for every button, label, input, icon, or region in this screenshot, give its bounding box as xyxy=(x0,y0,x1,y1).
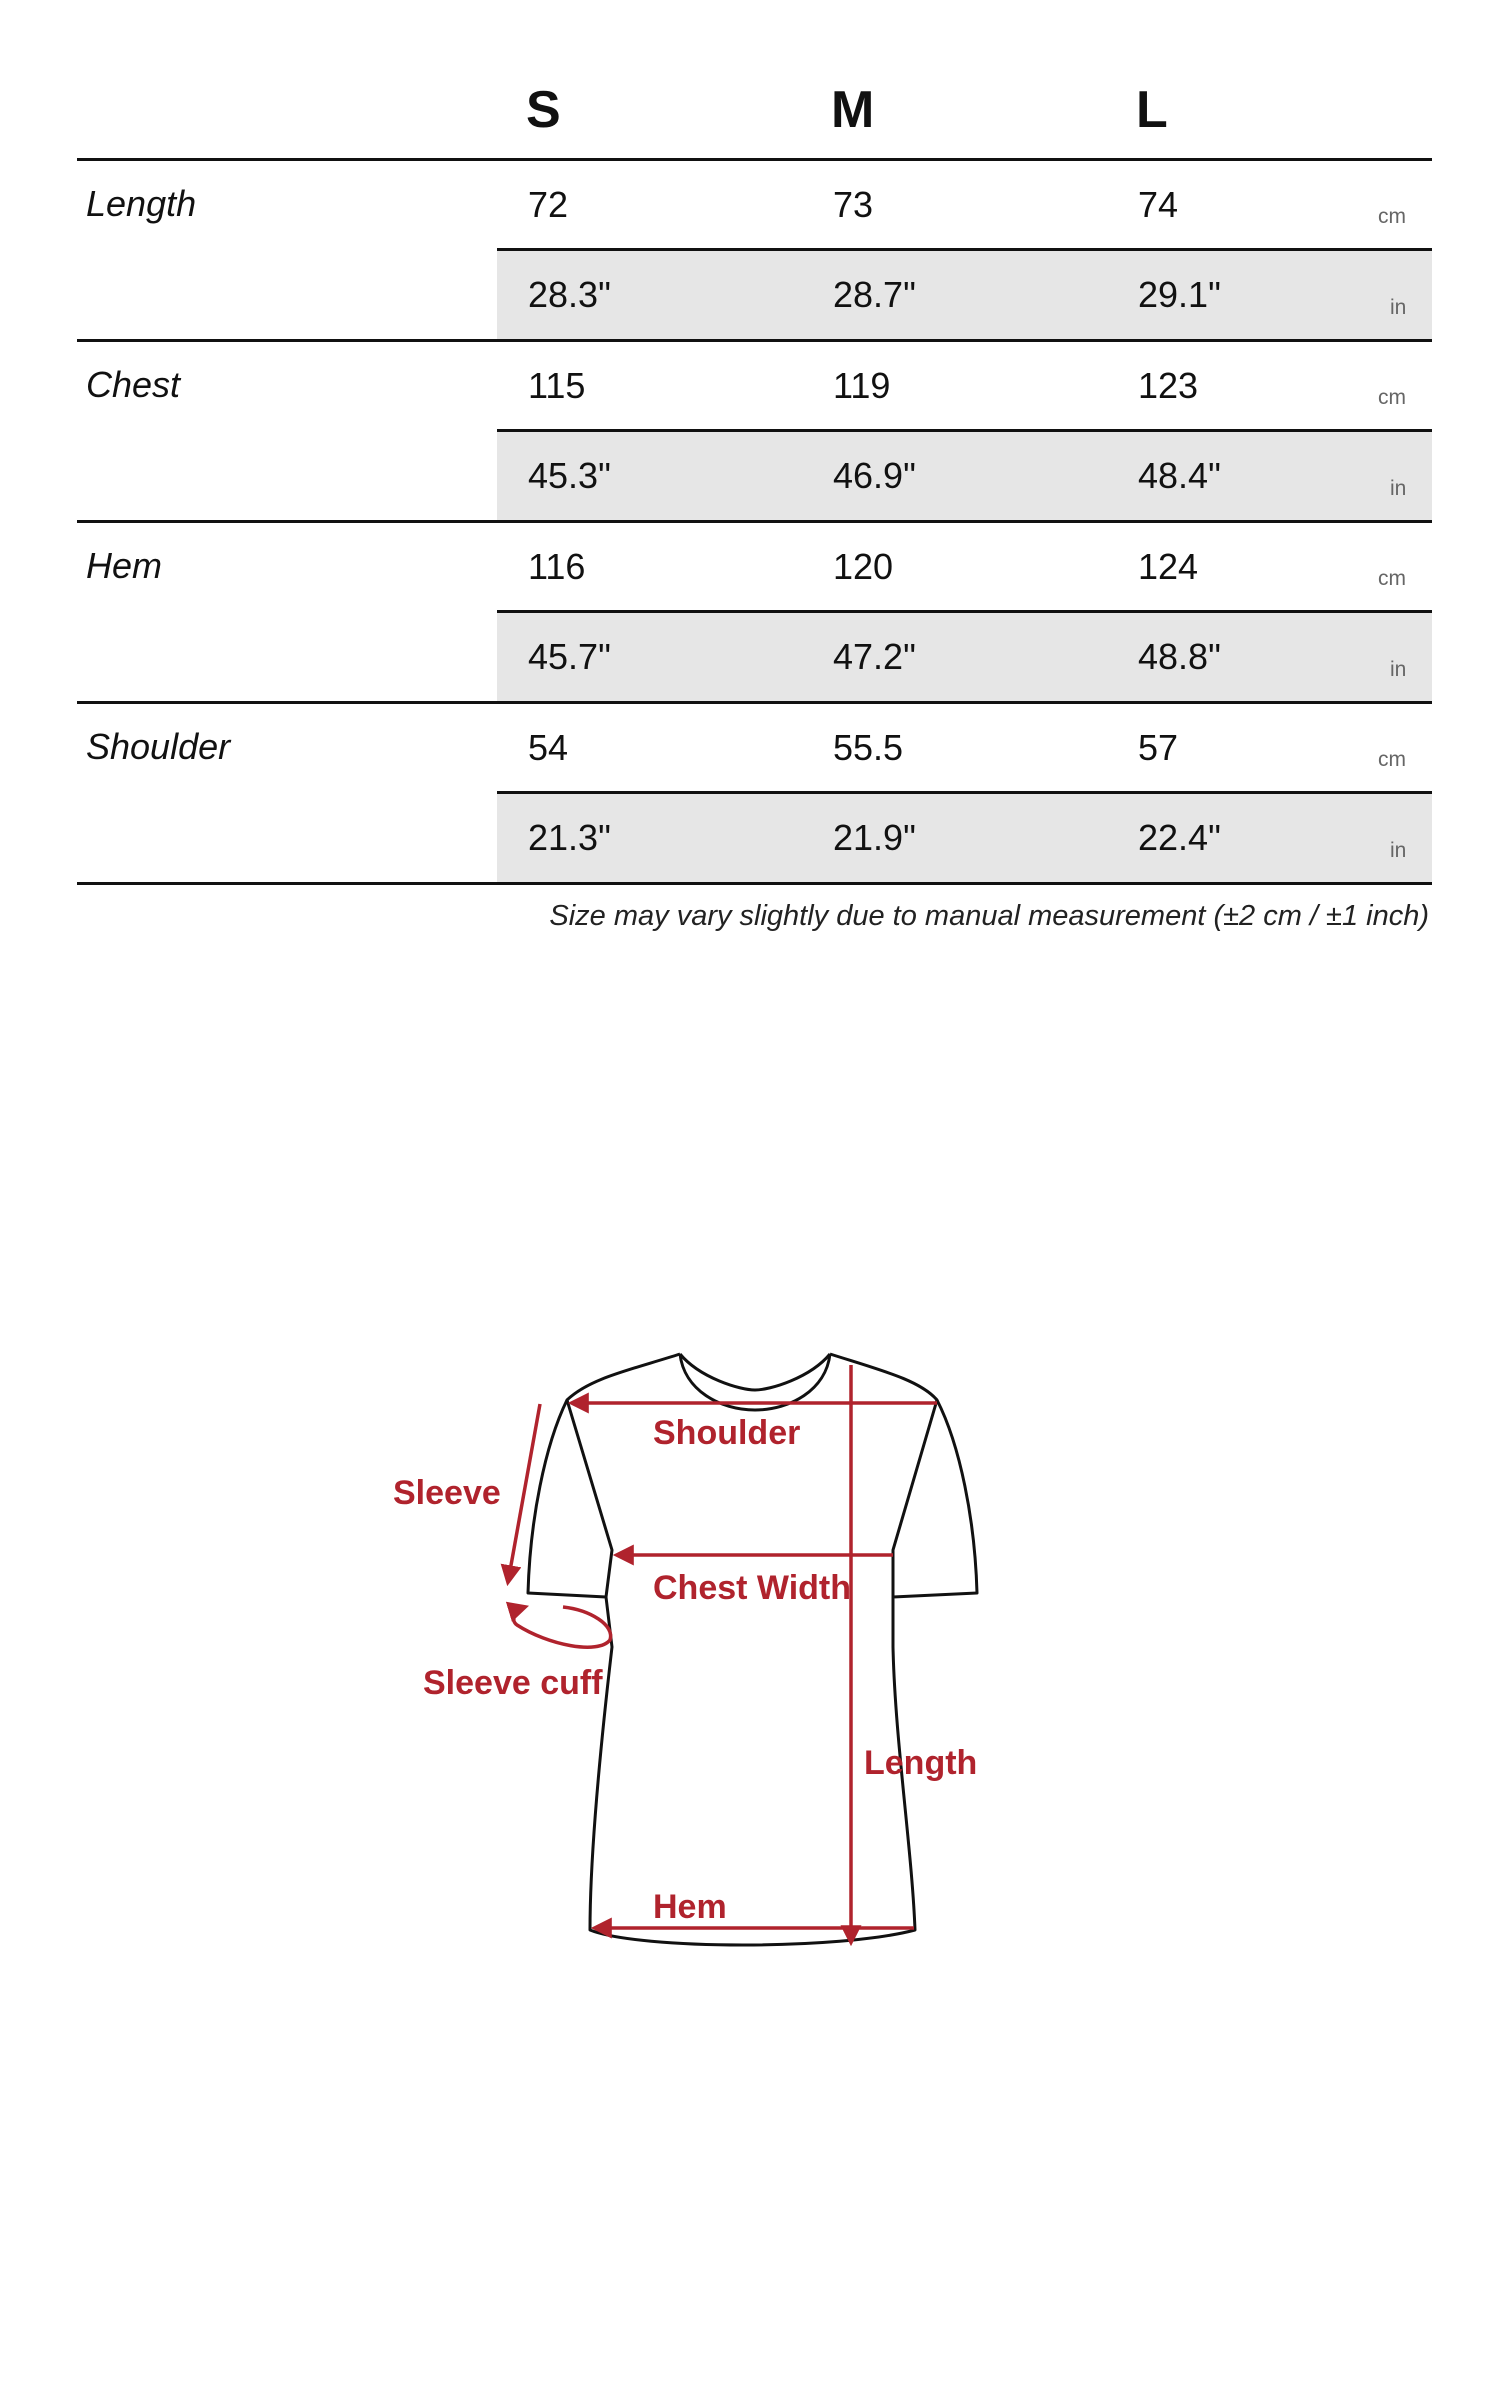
length-l-in: 29.1" xyxy=(1138,274,1221,315)
size-header-s: S xyxy=(526,81,561,139)
table-bottom-rule xyxy=(77,882,1432,885)
row-rule xyxy=(77,701,1432,704)
unit-in: in xyxy=(1390,296,1407,319)
shoulder-m-cm: 55.5 xyxy=(833,727,904,768)
hem-s-in: 45.7" xyxy=(528,636,611,677)
measurement-note: Size may vary slightly due to manual measurement (±2 cm / ±1 inch) xyxy=(549,900,1429,932)
unit-in: in xyxy=(1390,658,1407,681)
inch-row-shade xyxy=(497,613,1432,701)
chest-s-cm: 115 xyxy=(528,365,586,406)
size-header-m: M xyxy=(831,81,875,139)
shoulder-label: Shoulder xyxy=(653,1414,801,1452)
inch-row-shade xyxy=(497,794,1432,882)
size-header-l: L xyxy=(1136,81,1168,139)
length-l-cm: 74 xyxy=(1138,184,1179,225)
sleeve-arrow xyxy=(508,1404,540,1582)
shoulder-m-in: 21.9" xyxy=(833,817,916,858)
length-label: Length xyxy=(864,1744,978,1782)
length-s-in: 28.3" xyxy=(528,274,611,315)
unit-cm: cm xyxy=(1378,748,1406,771)
length-s-cm: 72 xyxy=(528,184,569,225)
sleeve-label: Sleeve xyxy=(393,1474,501,1512)
row-label-hem: Hem xyxy=(86,545,163,586)
shoulder-l-cm: 57 xyxy=(1138,727,1179,768)
sleeve-cuff-label: Sleeve cuff xyxy=(423,1664,603,1702)
unit-in: in xyxy=(1390,477,1407,500)
chest-s-in: 45.3" xyxy=(528,455,611,496)
chest-m-cm: 119 xyxy=(833,365,891,406)
shoulder-s-cm: 54 xyxy=(528,727,569,768)
unit-cm: cm xyxy=(1378,205,1406,228)
chest-l-in: 48.4" xyxy=(1138,455,1221,496)
row-label-shoulder: Shoulder xyxy=(86,726,231,767)
unit-cm: cm xyxy=(1378,567,1406,590)
unit-in: in xyxy=(1390,839,1407,862)
hem-m-in: 47.2" xyxy=(833,636,916,677)
row-label-length: Length xyxy=(86,183,197,224)
sleeve-cuff-arrow xyxy=(514,1607,611,1647)
hem-l-in: 48.8" xyxy=(1138,636,1221,677)
unit-cm: cm xyxy=(1378,386,1406,409)
length-m-cm: 73 xyxy=(833,184,874,225)
chest-l-cm: 123 xyxy=(1138,365,1199,406)
length-m-in: 28.7" xyxy=(833,274,916,315)
tshirt-diagram xyxy=(0,1300,1500,2000)
inch-row-shade xyxy=(497,251,1432,339)
hem-label: Hem xyxy=(653,1888,727,1926)
row-label-chest: Chest xyxy=(86,364,181,405)
shoulder-s-in: 21.3" xyxy=(528,817,611,858)
inch-row-shade xyxy=(497,432,1432,520)
hem-m-cm: 120 xyxy=(833,546,894,587)
row-rule xyxy=(77,339,1432,342)
hem-l-cm: 124 xyxy=(1138,546,1199,587)
chest-m-in: 46.9" xyxy=(833,455,916,496)
row-rule xyxy=(77,520,1432,523)
hem-s-cm: 116 xyxy=(528,546,586,587)
shoulder-l-in: 22.4" xyxy=(1138,817,1221,858)
table-top-rule xyxy=(77,158,1432,161)
chest-label: Chest Width xyxy=(653,1569,852,1607)
